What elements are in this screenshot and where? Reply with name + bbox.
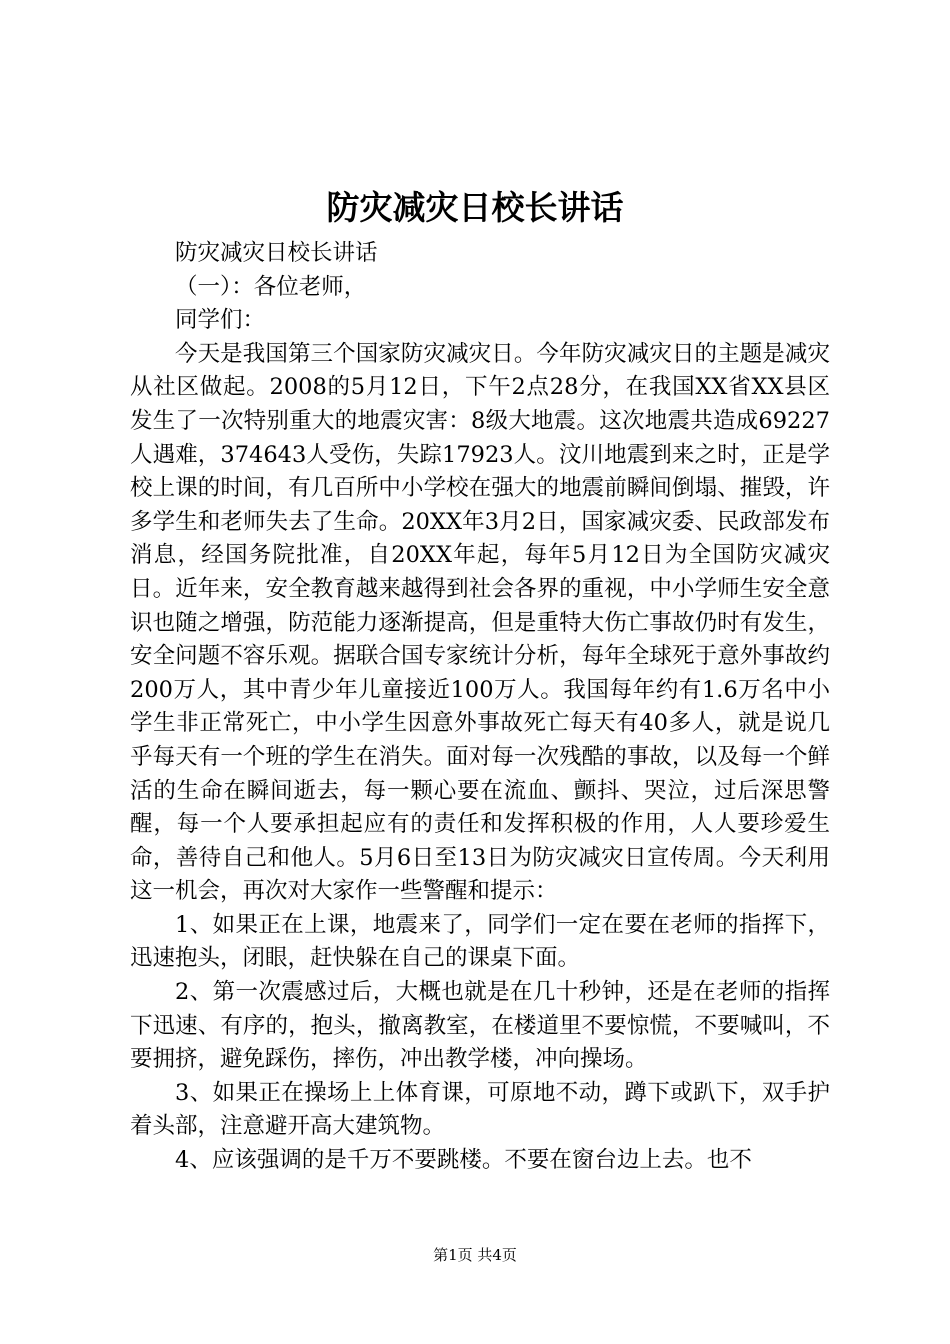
document-body <box>130 237 830 1178</box>
paragraph-tip-3: 3、如果正在操场上上体育课，可原地不动，蹲下或趴下，双手护着头部，注意避开高大建筑物。 <box>130 1079 830 1140</box>
document-title: 防灾减灾日校长讲话 <box>326 188 624 227</box>
paragraph-main: 今天是我国第三个国家防灾减灾日。今年防灾减灾日的主题是减灾从社区做起。2008的5月12日，下午2点28分，在我国XX省XX县区发生了一次特别重大的地震灾害：8级大地震。这次地震共造成69227人遇难，374643人受伤，失踪17923人。汶川地震到来之时，正是学校上课的时间，有几百所中小学校在强大的地震前瞬间倒塌、摧毁，许多学生和老师失去了生命。20XX年3月2日，国家减灾委、民政部发布消息，经国务院批准，自20XX年起，每年5月12日为全国防灾减灾日。近年来，安全教育越来越得到社会各界的重视，中小学师生安全意识也随之增强，防范能力逐渐提高，但是重特大伤亡事故仍时有发生，安全问题不容乐观。据联合国专家统计分析，每年全球死于意外事故约200万人，其中青少年儿童接近100万人。我国每年约有1.6万名中小学生非正常死亡，中小学生因意外事故死亡每天有40多人，就是说几乎每天有一个班的学生在消失。面对每一次残酷的事故，以及每一个鲜活的生命在瞬间逝去，每一颗心要在流血、颤抖、哭泣，过后深思警醒，每一个人要承担起应有的责任和发挥积极的作用，人人要珍爱生命，善待自己和他人。5月6日至13日为防灾减灾日宣传周。今天利用这一机会，再次对大家作一些警醒和提示： <box>130 340 830 905</box>
paragraph-tip-1: 1、如果正在上课，地震来了，同学们一定在要在老师的指挥下，迅速抱头，闭眼，赶快躲在自己的课桌下面。 <box>130 911 830 972</box>
paragraph-tip-4: 4、应该强调的是千万不要跳楼。不要在窗台边上去。也不 <box>175 1147 752 1174</box>
paragraph-salutation-students: 同学们： <box>175 307 266 334</box>
paragraph-subtitle: 防灾减灾日校长讲话 <box>175 240 378 266</box>
paragraph-tip-2: 2、第一次震感过后，大概也就是在几十秒钟，还是在老师的指挥下迅速、有序的，抱头，撤离教室，在楼道里不要惊慌，不要喊叫，不要拥挤，避免踩伤，摔伤，冲出教学楼，冲向操场。 <box>130 979 830 1073</box>
page-footer: 第1页 共4页 <box>433 1246 517 1264</box>
paragraph-salutation: （一）：各位老师， <box>175 273 367 300</box>
